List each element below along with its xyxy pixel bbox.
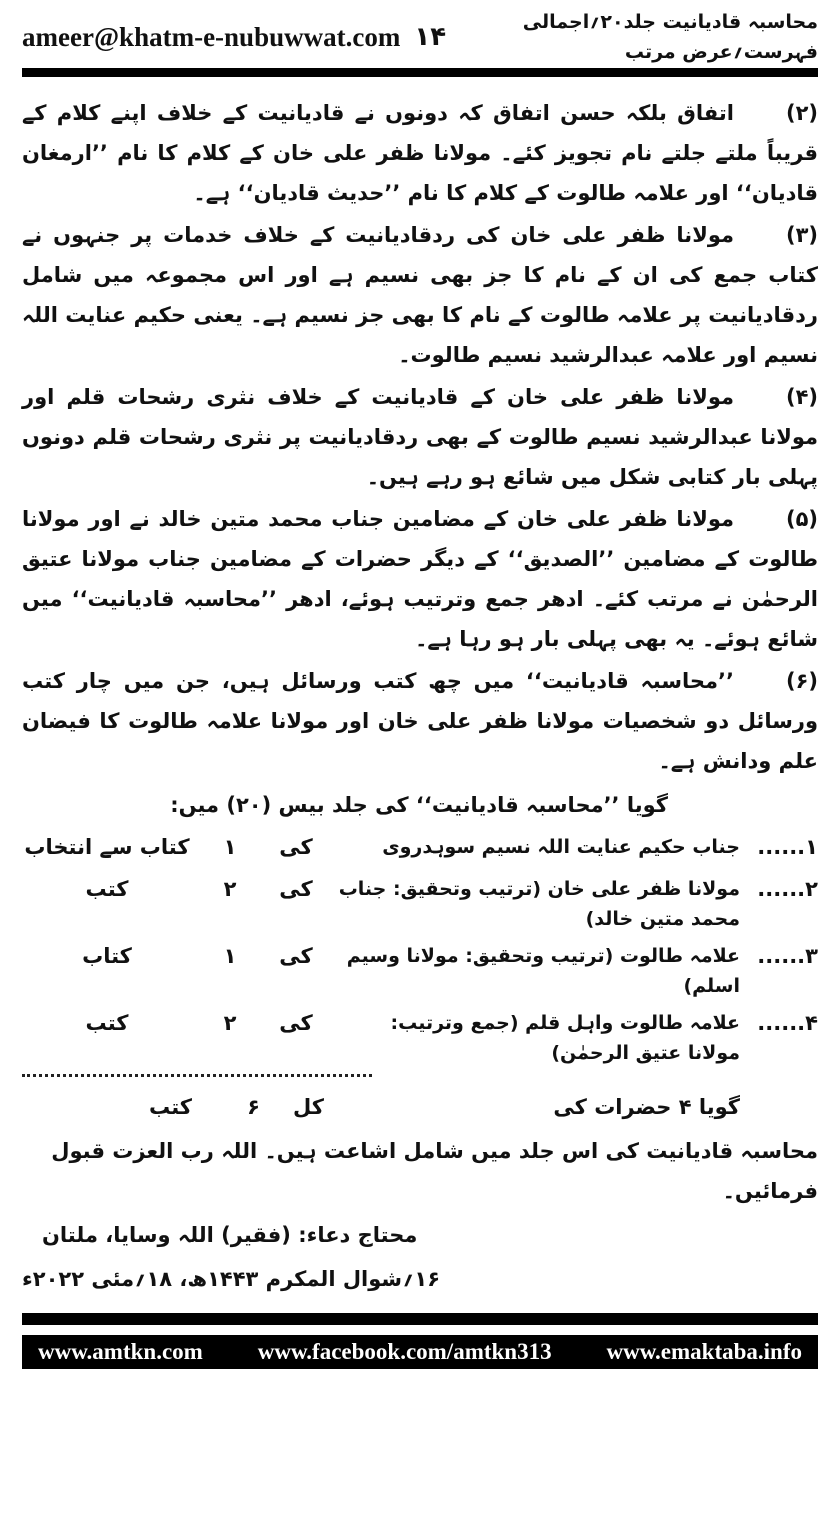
paragraph-number: (۶) (785, 669, 818, 693)
header-rule (22, 68, 818, 77)
page-number: ۱۴ (414, 22, 447, 52)
paragraph (22, 215, 818, 375)
paragraph-text: مضامین ’’الصدیق‘‘ کے دیگر حضرات کے مضامین جناب مولانا عتیق الرحمٰن نے مرتب کئے۔ (22, 547, 819, 611)
paragraph-number: (۲) (785, 101, 818, 125)
list-item-ki: کی (279, 1011, 313, 1035)
header-title: محاسبہ قادیانیت جلد۲۰؍اجمالی فہرست؍عرض مرتب (522, 11, 818, 63)
paragraph-text: رہے ہیں۔ (366, 465, 463, 489)
total-row (22, 1087, 818, 1127)
list-item-name: علامہ طالوت واہل قلم (جمع وترتیب: مولانا عتیق الرحمٰن) (390, 1012, 740, 1064)
list-item-count: ۲ (223, 877, 237, 901)
list-item-type: کتب (85, 1011, 129, 1035)
list-item-name: مولانا ظفر علی خان (ترتیب وتحقیق: جناب محمد متین خالد) (338, 878, 740, 930)
list-item-number: ۳...... (757, 944, 818, 968)
paragraph-text: ادھر جمع وترتیب ہوئے، ادھر ’’محاسبہ قادیانیت‘‘ میں شائع ہوئے۔ یہ بھی پہلی بار ہو رہا ہے۔ (22, 587, 818, 651)
list-item-number: ۱...... (757, 835, 818, 859)
paragraph-text: شخصیات مولانا ظفر علی خان اور مولانا علامہ طالوت کا فیضان علم ودانش ہے۔ (22, 709, 818, 773)
paragraph (22, 93, 818, 213)
summary-intro: گویا ’’محاسبہ قادیانیت‘‘ کی جلد بیس (۲۰) میں: (170, 793, 668, 817)
paragraph-number: (۳) (785, 223, 818, 247)
dotted-separator (22, 1074, 372, 1077)
header-email: ameer@khatm-e-nubuwwat.com (22, 22, 401, 52)
document-body (22, 93, 818, 1299)
dotted-separator-wrap (22, 1074, 818, 1077)
paragraph-number: (۴) (785, 385, 818, 409)
total-kul: کل (293, 1095, 324, 1119)
list-item (22, 869, 818, 934)
footer-link-emaktaba[interactable]: www.emaktaba.info (606, 1339, 802, 1364)
paragraph-text: ان کے نام کا جز بھی نسیم ہے اور اس مجموعہ میں شامل ردقادیانیت پر علامہ طالوت کے نام کا (22, 263, 819, 327)
list-item (22, 1003, 818, 1068)
paragraph-text: کے کلام کا نام ’’حدیث قادیان‘‘ ہے۔ (193, 181, 549, 205)
date: ۱۶؍شوال المکرم ۱۴۴۳ھ، ۱۸؍مئی ۲۰۲۲ء (22, 1267, 441, 1291)
list-item-count: ۲ (223, 1011, 237, 1035)
list-item (22, 827, 818, 867)
header (22, 6, 818, 68)
footer-link-amtkn[interactable]: www.amtkn.com (38, 1339, 203, 1364)
paragraph (22, 377, 818, 497)
list-item-count: ۱ (223, 944, 237, 968)
list-item-count: ۱ (223, 835, 237, 859)
list-item-type: کتب (85, 877, 129, 901)
list-item-name: جناب حکیم عنایت اللہ نسیم سوہدروی (382, 836, 740, 858)
paragraph-number: (۵) (785, 507, 818, 531)
list-item-type: کتاب (82, 944, 132, 968)
footer-rule (22, 1313, 818, 1325)
list-item-ki: کی (279, 944, 313, 968)
list-item-ki: کی (279, 877, 313, 901)
closing-text: محاسبہ قادیانیت کی اس جلد میں شامل اشاعت ہیں۔ اللہ رب العزت قبول فرمائیں۔ (51, 1139, 818, 1203)
total-label: گویا ۴ حضرات کی (553, 1095, 740, 1119)
list-item-name: علامہ طالوت (ترتیب وتحقیق: مولانا وسیم اسلم) (346, 945, 740, 997)
paragraph-text: مولانا ظفر علی خان کے قادیانیت کے خلاف نثری رشحات قلم اور مولانا عبدالرشید (22, 385, 819, 449)
total-count: ۶ (247, 1095, 260, 1119)
paragraph-text: نسیم طالوت کے بھی ردقادیانیت پر نثری رشحات قلم دونوں پہلی بار کتابی شکل میں شائع ہو (22, 425, 818, 489)
list-item-ki: کی (279, 835, 313, 859)
paragraph-text: اتفاق بلکہ حسن اتفاق کہ دونوں نے قادیانیت کے خلاف اپنے کلام کے قریباً ملتے (22, 101, 819, 165)
signature: محتاج دعاء: (فقیر) اللہ وسایا، ملتان (42, 1223, 418, 1247)
list-item-number: ۲...... (757, 877, 818, 901)
paragraph-text: ’’محاسبہ قادیانیت‘‘ میں چھ کتب ورسائل ہیں، جن میں چار کتب ورسائل دو (22, 669, 818, 733)
paragraph-text: جلتے نام تجویز کئے۔ مولانا ظفر علی خان کے کلام کا نام ’’ارمغان قادیان‘‘ اور علامہ طالوت (22, 141, 818, 205)
footer-bar (22, 1335, 818, 1369)
total-spacer (748, 1087, 818, 1127)
paragraph (22, 499, 818, 659)
paragraph (22, 661, 818, 781)
list-item-type: کتاب سے انتخاب (24, 835, 190, 859)
paragraph-text: مولانا ظفر علی خان کی ردقادیانیت کے خلاف خدمات پر جنہوں نے کتاب جمع کی (22, 223, 819, 287)
paragraph-text: بھی جز نسیم ہے۔ یعنی حکیم عنایت اللہ نسیم اور علامہ عبدالرشید نسیم طالوت۔ (22, 303, 818, 367)
paragraph-text: مولانا ظفر علی خان کے مضامین جناب محمد متین خالد نے اور مولانا طالوت کے (22, 507, 819, 571)
list-item (22, 936, 818, 1001)
list-item-number: ۴...... (757, 1011, 818, 1035)
total-type: کتب (148, 1095, 192, 1119)
footer-link-facebook[interactable]: www.facebook.com/amtkn313 (257, 1339, 552, 1364)
